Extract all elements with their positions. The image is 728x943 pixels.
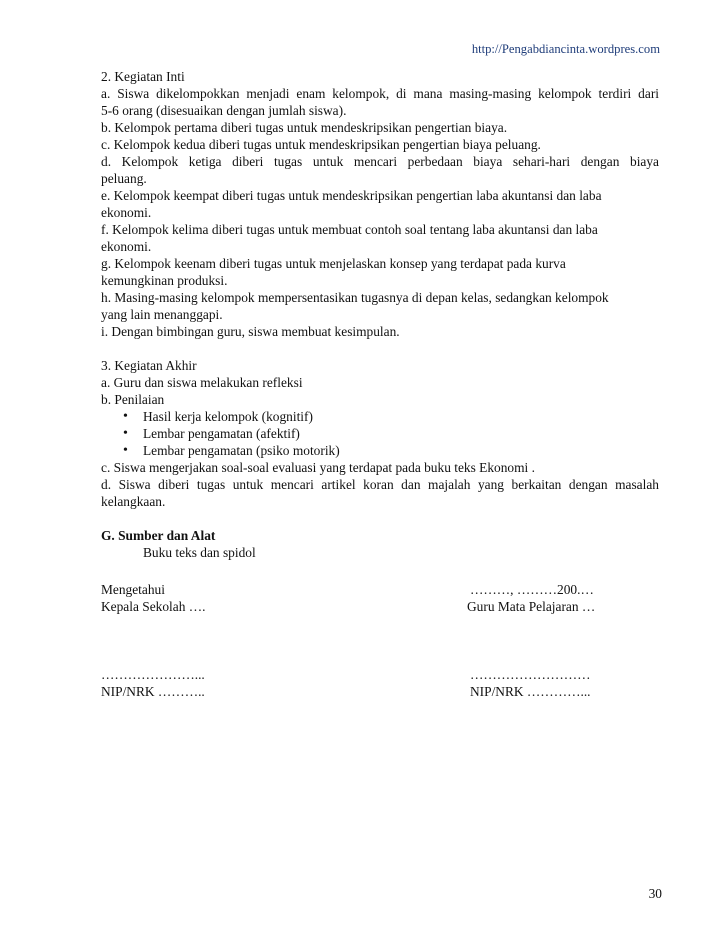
signature-left-title: Kepala Sekolah …. xyxy=(101,599,206,614)
signature-right-nip: NIP/NRK …………... xyxy=(470,684,591,699)
list-item-continuation: ekonomi. xyxy=(101,239,152,254)
list-item: c. Kelompok kedua diberi tugas untuk mendeskripsikan pengertian biaya peluang. xyxy=(101,137,541,152)
signature-date: ………, ………200.… xyxy=(470,582,594,597)
signature-right-name: ……………………… xyxy=(470,667,591,682)
section-heading-kegiatan-inti: 2. Kegiatan Inti xyxy=(101,69,185,84)
page-number: 30 xyxy=(648,886,662,901)
list-item: i. Dengan bimbingan guru, siswa membuat kesimpulan. xyxy=(101,324,400,339)
section-heading-kegiatan-akhir: 3. Kegiatan Akhir xyxy=(101,358,197,373)
spacer xyxy=(101,510,659,527)
list-item: a. Guru dan siswa melakukan refleksi xyxy=(101,375,303,390)
list-item: e. Kelompok keempat diberi tugas untuk mendeskripsikan pengertian laba akuntansi dan laba xyxy=(101,188,602,203)
list-item-continuation: peluang. xyxy=(101,171,147,186)
signature-right-title: Guru Mata Pelajaran … xyxy=(467,599,596,614)
signature-left-label: Mengetahui xyxy=(101,582,165,597)
assessment-bullet-list xyxy=(101,408,659,459)
list-item: g. Kelompok keenam diberi tugas untuk menjelaskan konsep yang terdapat pada kurva xyxy=(101,256,566,271)
signature-left-name: …………………... xyxy=(101,667,205,682)
signature-left-nip: NIP/NRK ……….. xyxy=(101,684,205,699)
bullet-item: • Hasil kerja kelompok (kognitif) xyxy=(101,408,659,425)
list-item: a. Siswa dikelompokkan menjadi enam kelompok, di mana masing-masing kelompok terdiri dari xyxy=(101,86,659,101)
list-item: c. Siswa mengerjakan soal-soal evaluasi yang terdapat pada buku teks Ekonomi . xyxy=(101,460,535,475)
header-url: http://Pengabdiancinta.wordpres.com xyxy=(471,42,660,56)
list-item: d. Kelompok ketiga diberi tugas untuk mencari perbedaan biaya sehari-hari dengan biaya xyxy=(101,154,659,169)
list-item: b. Kelompok pertama diberi tugas untuk mendeskripsikan pengertian biaya. xyxy=(101,120,508,135)
sumber-text: Buku teks dan spidol xyxy=(143,545,256,560)
list-item-continuation: yang lain menanggapi. xyxy=(101,307,223,322)
list-item-continuation: kelangkaan. xyxy=(101,494,166,509)
bullet-item: • Lembar pengamatan (afektif) xyxy=(101,425,659,442)
document-body xyxy=(101,68,659,561)
list-item-continuation: kemungkinan produksi. xyxy=(101,273,228,288)
list-item: h. Masing-masing kelompok mempersentasikan tugasnya di depan kelas, sedangkan kelompok xyxy=(101,290,609,305)
section-heading-sumber: G. Sumber dan Alat xyxy=(101,528,216,543)
list-item-continuation: ekonomi. xyxy=(101,205,152,220)
list-item-continuation: 5-6 orang (disesuaikan dengan jumlah siswa). xyxy=(101,103,347,118)
bullet-item: • Lembar pengamatan (psiko motorik) xyxy=(101,442,659,459)
spacer xyxy=(101,340,659,357)
list-item: b. Penilaian xyxy=(101,392,165,407)
list-item: f. Kelompok kelima diberi tugas untuk membuat contoh soal tentang laba akuntansi dan laba xyxy=(101,222,598,237)
list-item: d. Siswa diberi tugas untuk mencari artikel koran dan majalah yang berkaitan dengan masalah xyxy=(101,477,659,492)
